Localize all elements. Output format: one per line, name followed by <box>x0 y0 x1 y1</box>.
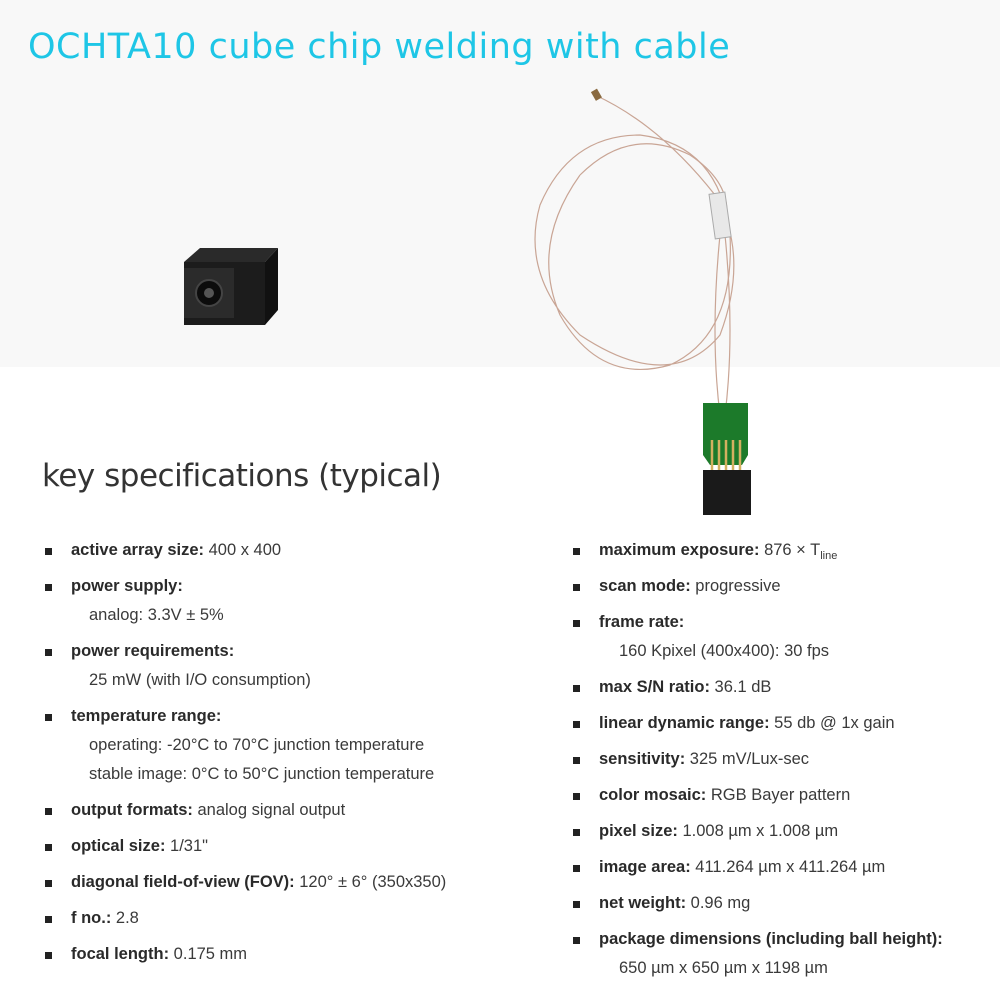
spec-line <box>599 781 943 810</box>
spec-item <box>42 904 446 933</box>
bullet-icon <box>573 757 580 764</box>
spec-line <box>71 796 446 825</box>
spec-detail: 160 Kpixel (400x400): 30 fps <box>619 642 830 660</box>
spec-item <box>42 637 446 695</box>
bullet-icon <box>45 916 52 923</box>
page-title: OCHTA10 cube chip welding with cable <box>28 27 731 67</box>
spec-line <box>599 536 943 565</box>
bullet-icon <box>45 548 52 555</box>
spec-label: image area: <box>599 858 691 876</box>
spec-item <box>570 745 943 774</box>
spec-label: pixel size: <box>599 822 678 840</box>
bullet-icon <box>45 808 52 815</box>
bullet-icon <box>573 584 580 591</box>
spec-value: 0.175 mm <box>169 945 248 963</box>
spec-item <box>570 536 943 565</box>
spec-line <box>599 673 943 702</box>
bullet-icon <box>45 714 52 721</box>
spec-detail: operating: -20°C to 70°C junction temperature <box>89 736 425 754</box>
spec-line <box>71 637 446 666</box>
spec-line <box>599 608 943 637</box>
bullet-icon <box>573 901 580 908</box>
specs-heading: key specifications (typical) <box>42 458 442 494</box>
bullet-icon <box>45 844 52 851</box>
spec-detail: 650 µm x 650 µm x 1198 µm <box>619 959 828 977</box>
spec-value: 2.8 <box>111 909 139 927</box>
spec-item <box>42 940 446 969</box>
spec-value: 400 x 400 <box>204 541 282 559</box>
bullet-icon <box>573 937 580 944</box>
spec-item <box>42 702 446 789</box>
spec-value-subscript: line <box>820 550 838 562</box>
spec-label: sensitivity: <box>599 750 686 768</box>
spec-value: 325 mV/Lux-sec <box>685 750 810 768</box>
spec-value: 120° ± 6° (350x350) <box>294 873 447 891</box>
bullet-icon <box>573 865 580 872</box>
spec-line <box>71 702 446 731</box>
spec-value: 36.1 dB <box>709 678 772 696</box>
spec-line <box>71 940 446 969</box>
spec-line <box>71 904 446 933</box>
spec-value: analog signal output <box>192 801 346 819</box>
spec-value: 55 db @ 1x gain <box>769 714 895 732</box>
spec-label: f no.: <box>71 909 112 927</box>
bullet-icon <box>573 685 580 692</box>
spec-value: 411.264 µm x 411.264 µm <box>690 858 886 876</box>
spec-item <box>42 868 446 897</box>
spec-label: maximum exposure: <box>599 541 760 559</box>
spec-label: linear dynamic range: <box>599 714 770 732</box>
spec-label: temperature range: <box>71 707 222 725</box>
bullet-icon <box>573 829 580 836</box>
spec-line <box>71 832 446 861</box>
spec-item <box>570 781 943 810</box>
spec-item <box>570 889 943 918</box>
specs-list-left <box>42 536 446 976</box>
cable-assembly-image <box>520 85 780 525</box>
spec-label: scan mode: <box>599 577 691 595</box>
spec-value: RGB Bayer pattern <box>706 786 851 804</box>
camera-cube-image <box>170 240 290 340</box>
spec-label: net weight: <box>599 894 687 912</box>
spec-label: focal length: <box>71 945 170 963</box>
bullet-icon <box>45 649 52 656</box>
spec-item <box>570 853 943 882</box>
spec-line <box>599 853 943 882</box>
spec-item <box>570 608 943 666</box>
spec-item <box>42 796 446 825</box>
spec-line <box>599 572 943 601</box>
spec-label: max S/N ratio: <box>599 678 710 696</box>
bullet-icon <box>573 620 580 627</box>
spec-label: frame rate: <box>599 613 685 631</box>
bullet-icon <box>573 721 580 728</box>
spec-detail: stable image: 0°C to 50°C junction temperature <box>89 765 435 783</box>
spec-label: diagonal field-of-view (FOV): <box>71 873 295 891</box>
bullet-icon <box>45 584 52 591</box>
specs-list-right <box>570 536 943 990</box>
bullet-icon <box>573 548 580 555</box>
spec-value: progressive <box>690 577 781 595</box>
spec-item <box>42 572 446 630</box>
spec-line <box>599 817 943 846</box>
spec-item <box>570 673 943 702</box>
bullet-icon <box>45 880 52 887</box>
spec-value: 0.96 mg <box>686 894 751 912</box>
spec-item <box>42 832 446 861</box>
spec-line <box>599 745 943 774</box>
spec-line <box>71 868 446 897</box>
spec-line <box>71 536 446 565</box>
spec-label: output formats: <box>71 801 193 819</box>
spec-value: 1/31" <box>165 837 209 855</box>
spec-label: color mosaic: <box>599 786 707 804</box>
spec-label: optical size: <box>71 837 166 855</box>
spec-label: active array size: <box>71 541 205 559</box>
spec-item <box>42 536 446 565</box>
bullet-icon <box>45 952 52 959</box>
spec-item <box>570 709 943 738</box>
spec-value: 876 × T <box>759 541 821 559</box>
spec-item <box>570 572 943 601</box>
spec-label: package dimensions (including ball height): <box>599 930 943 948</box>
spec-item <box>570 817 943 846</box>
spec-line <box>599 925 943 954</box>
spec-detail: analog: 3.3V ± 5% <box>89 606 224 624</box>
spec-label: power requirements: <box>71 642 235 660</box>
spec-value: 1.008 µm x 1.008 µm <box>677 822 839 840</box>
spec-line <box>599 889 943 918</box>
spec-line <box>599 709 943 738</box>
spec-item <box>570 925 943 983</box>
spec-label: power supply: <box>71 577 183 595</box>
spec-line <box>71 572 446 601</box>
bullet-icon <box>573 793 580 800</box>
spec-detail: 25 mW (with I/O consumption) <box>89 671 311 689</box>
